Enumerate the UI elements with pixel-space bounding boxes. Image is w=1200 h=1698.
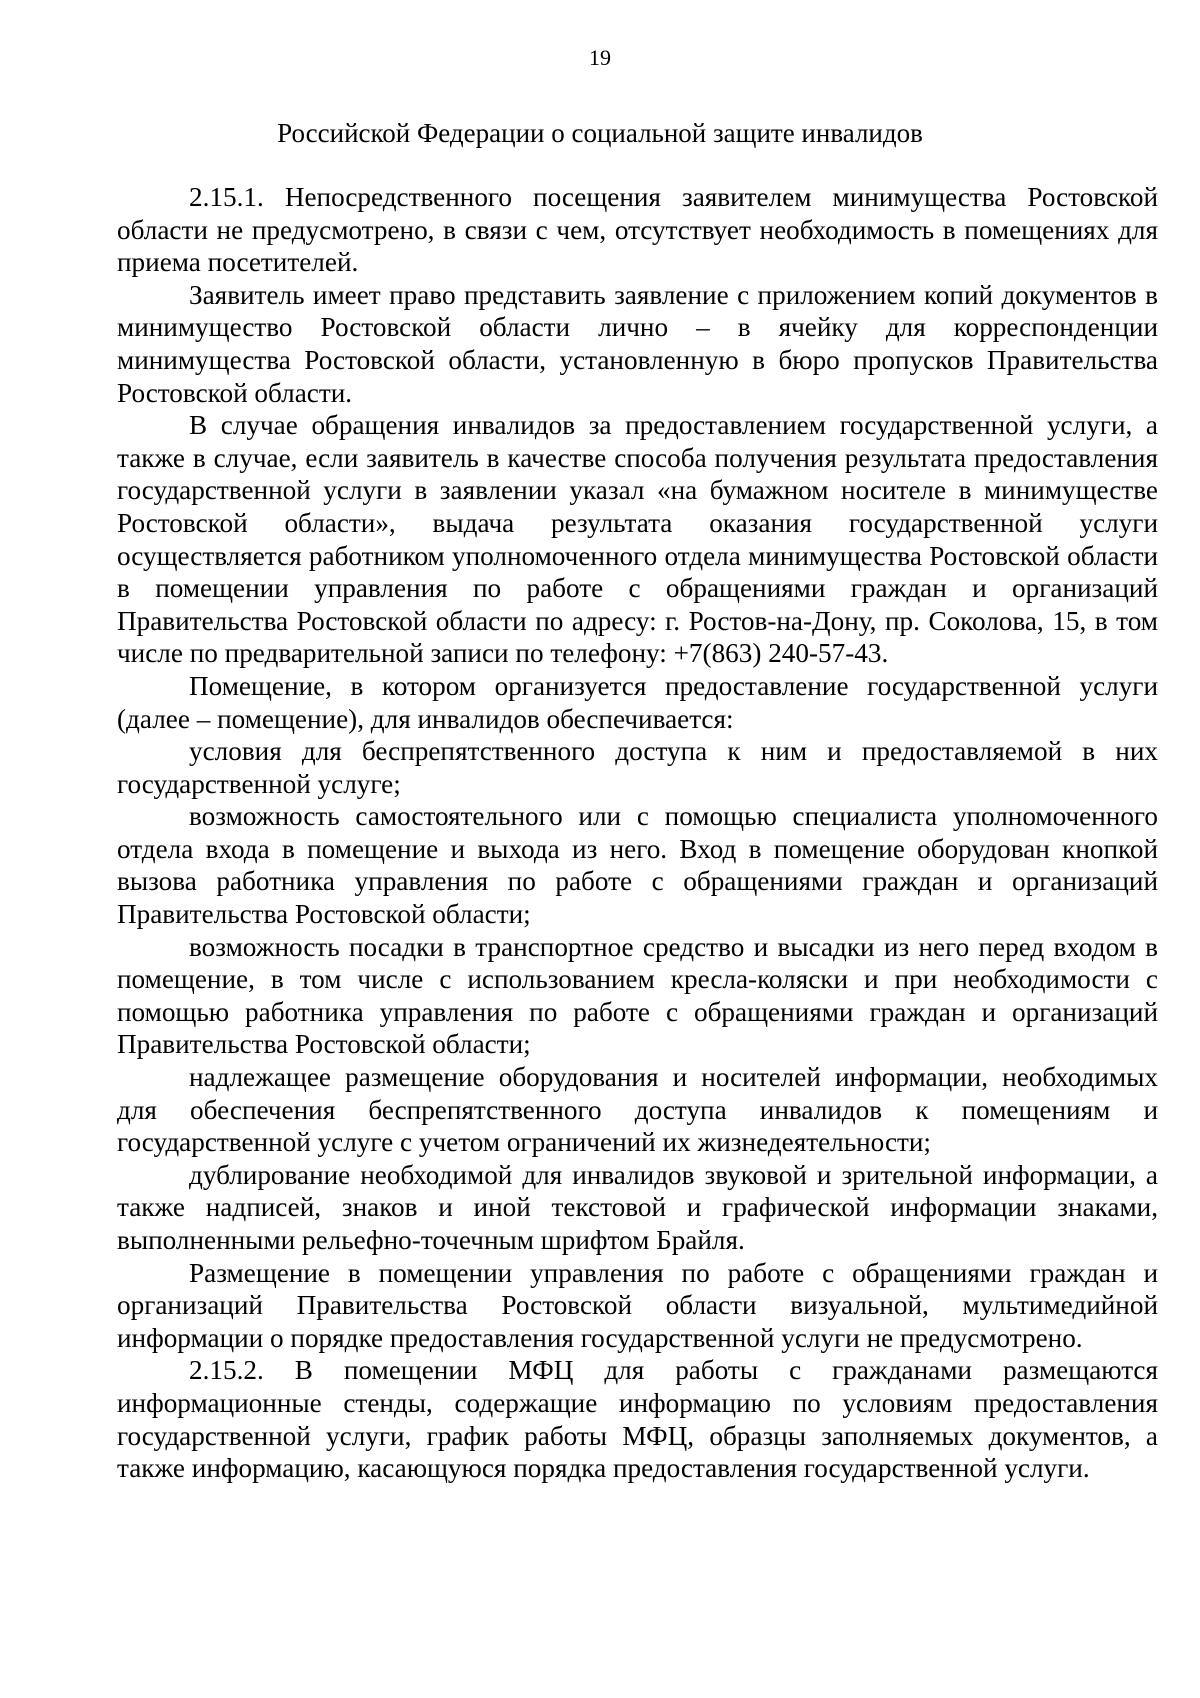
paragraph-multimedia-info: Размещение в помещении управления по работе с обращениями граждан и организаций Правительства Ростовской области визуальной, мультимедийной информации о порядке предоставления государственной услуги не предусмотрено. (117, 1257, 1158, 1353)
paragraph-premises-provision: Помещение, в котором организуется предоставление государственной услуги (далее – помещение), для инвалидов обеспечивается: (117, 670, 1158, 734)
paragraph-2-15-2: 2.15.2. В помещении МФЦ для работы с гражданами размещаются информационные стенды, содержащие информацию по условиям предоставления государственной услуги, график работы МФЦ, образцы заполняемых документов, а также информацию, касающуюся порядка предоставления государственной услуги. (117, 1355, 1158, 1484)
continued-heading: Российской Федерации о социальной защите инвалидов (277, 118, 923, 148)
body-text (117, 181, 1158, 1485)
paragraph-2-15-1: 2.15.1. Непосредственного посещения заявителем минимущества Ростовской области не предусмотрено, в связи с чем, отсутствует необходимость в помещениях для приема посетителей. (117, 182, 1158, 278)
page-number: 19 (589, 45, 611, 70)
paragraph-disabled-applicants: В случае обращения инвалидов за предоставлением государственной услуги, а также в случае, если заявитель в качестве способа получения результата предоставления государственной услуги в заявлении указал «на бумажном носителе в минимуществе Ростовской области», выдача результата оказания государственной услуги осуществляется работником уполномоченного отдела минимущества Ростовской области в помещении управления по работе с обращениями граждан и организаций Правительства Ростовской области по адресу: г. Ростов-на-Дону, пр. Соколова, 15, в том числе по предварительной записи по телефону: +7(863) 240-57-43. (117, 410, 1158, 669)
paragraph-transport: возможность посадки в транспортное средство и высадки из него перед входом в помещение, в том числе с использованием кресла-коляски и при необходимости с помощью работника управления по работе с обращениями граждан и организаций Правительства Ростовской области; (117, 931, 1158, 1060)
paragraph-braille-duplication: дублирование необходимой для инвалидов звуковой и зрительной информации, а также надписей, знаков и иной текстовой и графической информации знаками, выполненными рельефно-точечным шрифтом Брайля. (117, 1159, 1158, 1255)
paragraph-equipment-placement: надлежащее размещение оборудования и носителей информации, необходимых для обеспечения беспрепятственного доступа инвалидов к помещениям и государственной услуге с учетом ограничений их жизнедеятельности; (117, 1062, 1158, 1158)
paragraph-entry-exit: возможность самостоятельного или с помощью специалиста уполномоченного отдела входа в помещение и выхода из него. Вход в помещение оборудован кнопкой вызова работника управления по работе с обращениями граждан и организаций Правительства Ростовской области; (117, 801, 1158, 930)
paragraph-applicant-right: Заявитель имеет право представить заявление с приложением копий документов в минимущество Ростовской области лично – в ячейку для корреспонденции минимущества Ростовской области, установленную в бюро пропусков Правительства Ростовской области. (117, 279, 1158, 408)
paragraph-access-conditions: условия для беспрепятственного доступа к ним и предоставляемой в них государственной услуге; (117, 736, 1158, 799)
